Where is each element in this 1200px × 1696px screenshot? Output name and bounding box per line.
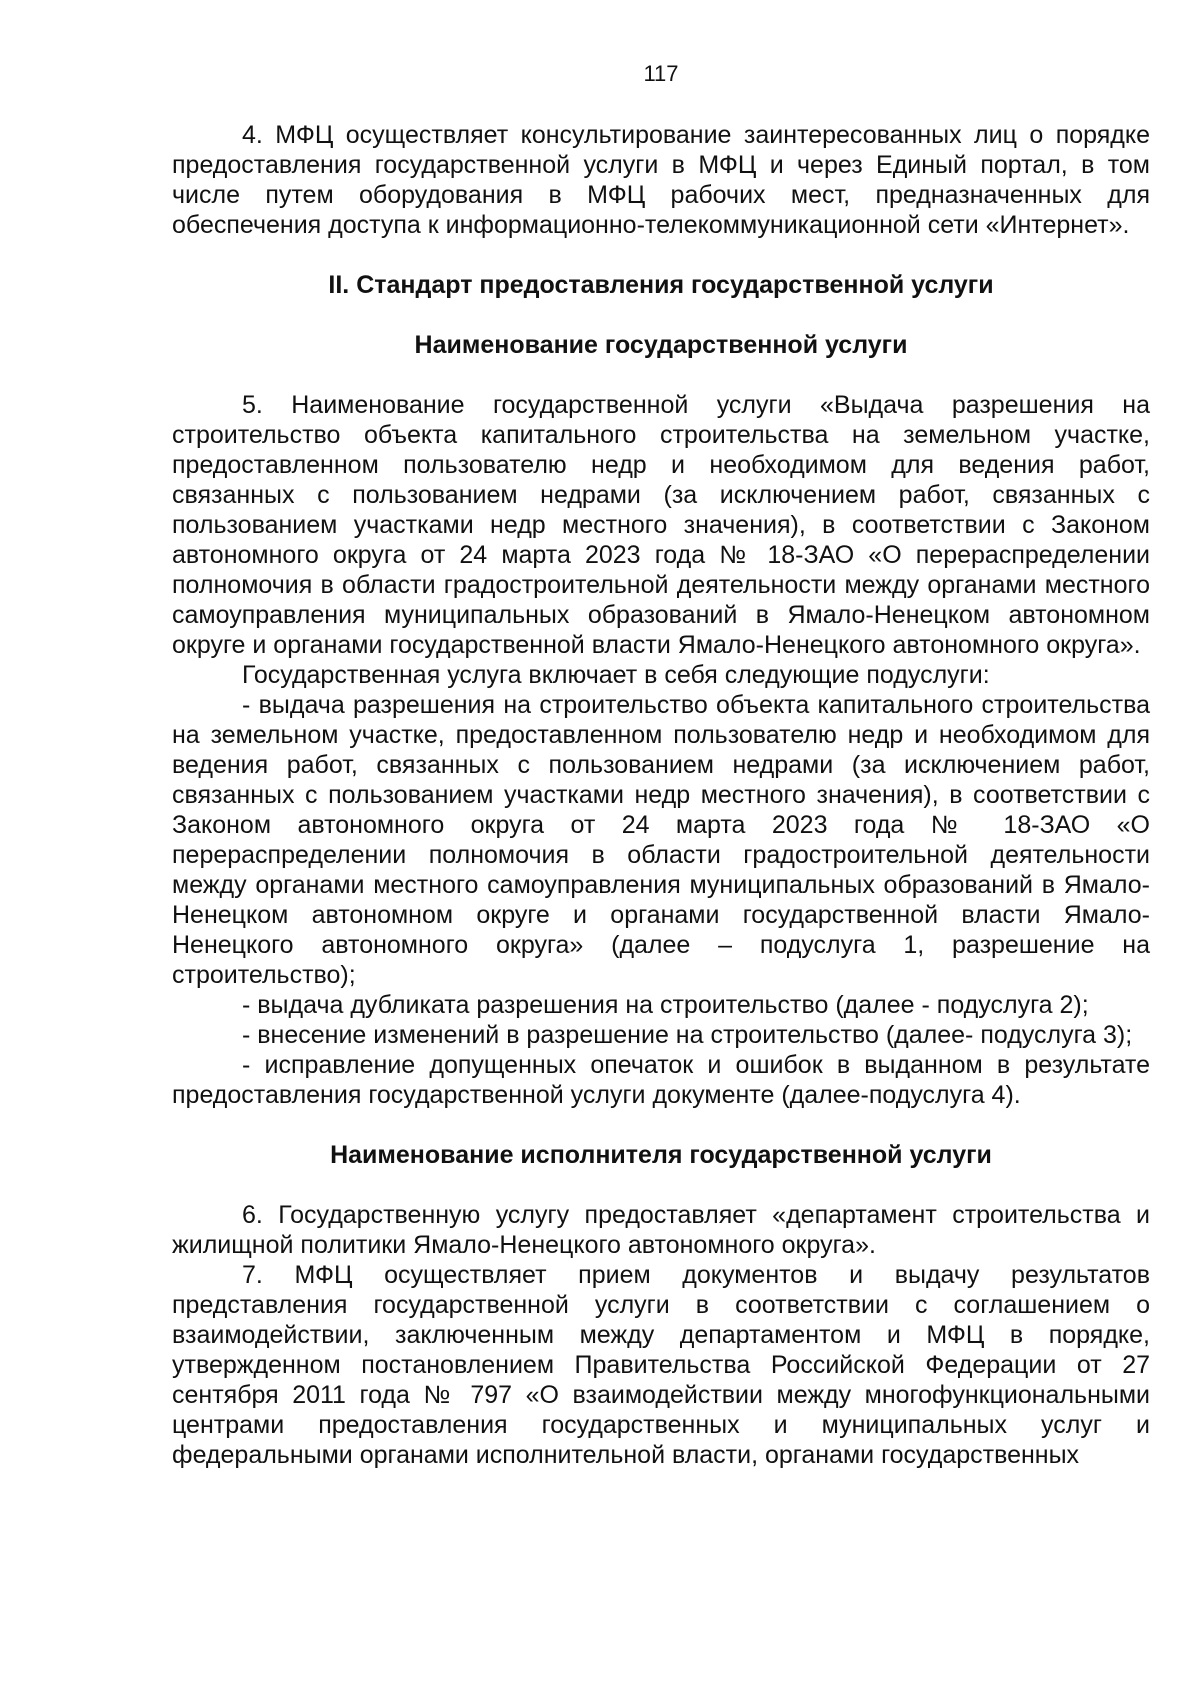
heading-executor: Наименование исполнителя государственной услуги xyxy=(330,1141,992,1169)
document-page xyxy=(172,62,1150,1470)
subservice-1: - выдача разрешения на строительство объекта капитального строительства на земельном участке, предоставленном пользователю недр и необходимом для ведения работ, связанных с пользованием недрами (за исключением работ, связанных с пользованием участками недр местного значения), в соответствии с Законом автономного округа от 24 марта 2023 года № 18-ЗАО «О перераспределении полномочия в области градостроительной деятельности между органами местного самоуправления муниципальных образований в Ямало-Ненецком автономном округе и органами государственной власти Ямало-Ненецкого автономного округа» (далее – подуслуга 1, разрешение на строительство); xyxy=(172,691,1150,989)
subservice-2: - выдача дубликата разрешения на строительство (далее - подуслуга 2); xyxy=(242,991,1089,1019)
paragraph-7: 7. МФЦ осуществляет прием документов и выдачу результатов представления государственной услуги в соответствии с соглашением о взаимодействии, заключенным между департаментом и МФЦ в порядке, утвержденном постановлением Правительства Российской Федерации от 27 сентября 2011 года № 797 «О взаимодействии между многофункциональными центрами предоставления государственных и муниципальных услуг и федеральными органами исполнительной власти, органами государственных xyxy=(172,1261,1150,1469)
page-number: 117 xyxy=(643,61,679,86)
paragraph-5: 5. Наименование государственной услуги «Выдача разрешения на строительство объекта капитального строительства на земельном участке, предоставленном пользователю недр и необходимом для ведения работ, связанных с пользованием недрами (за исключением работ, связанных с пользованием участками недр местного значения), в соответствии с Законом автономного округа от 24 марта 2023 года № 18-ЗАО «О перераспределении полномочия в области градостроительной деятельности между органами местного самоуправления муниципальных образований в Ямало-Ненецком автономном округе и органами государственной власти Ямало-Ненецкого автономного округа». xyxy=(172,391,1150,659)
section-title: II. Стандарт предоставления государственной услуги xyxy=(328,271,994,299)
subservice-4: - исправление допущенных опечаток и ошибок в выданном в результате предоставления государственной услуги документе (далее-подуслуга 4). xyxy=(172,1051,1150,1109)
paragraph-6: 6. Государственную услугу предоставляет «департамент строительства и жилищной политики Ямало-Ненецкого автономного округа». xyxy=(172,1201,1150,1259)
heading-service-name: Наименование государственной услуги xyxy=(414,331,908,359)
subservice-3: - внесение изменений в разрешение на строительство (далее- подуслуга 3); xyxy=(242,1021,1133,1049)
subservices-intro: Государственная услуга включает в себя следующие подуслуги: xyxy=(242,661,990,689)
paragraph-4: 4. МФЦ осуществляет консультирование заинтересованных лиц о порядке предоставления государственной услуги в МФЦ и через Единый портал, в том числе путем оборудования в МФЦ рабочих мест, предназначенных для обеспечения доступа к информационно-телекоммуникационной сети «Интернет». xyxy=(172,121,1150,239)
